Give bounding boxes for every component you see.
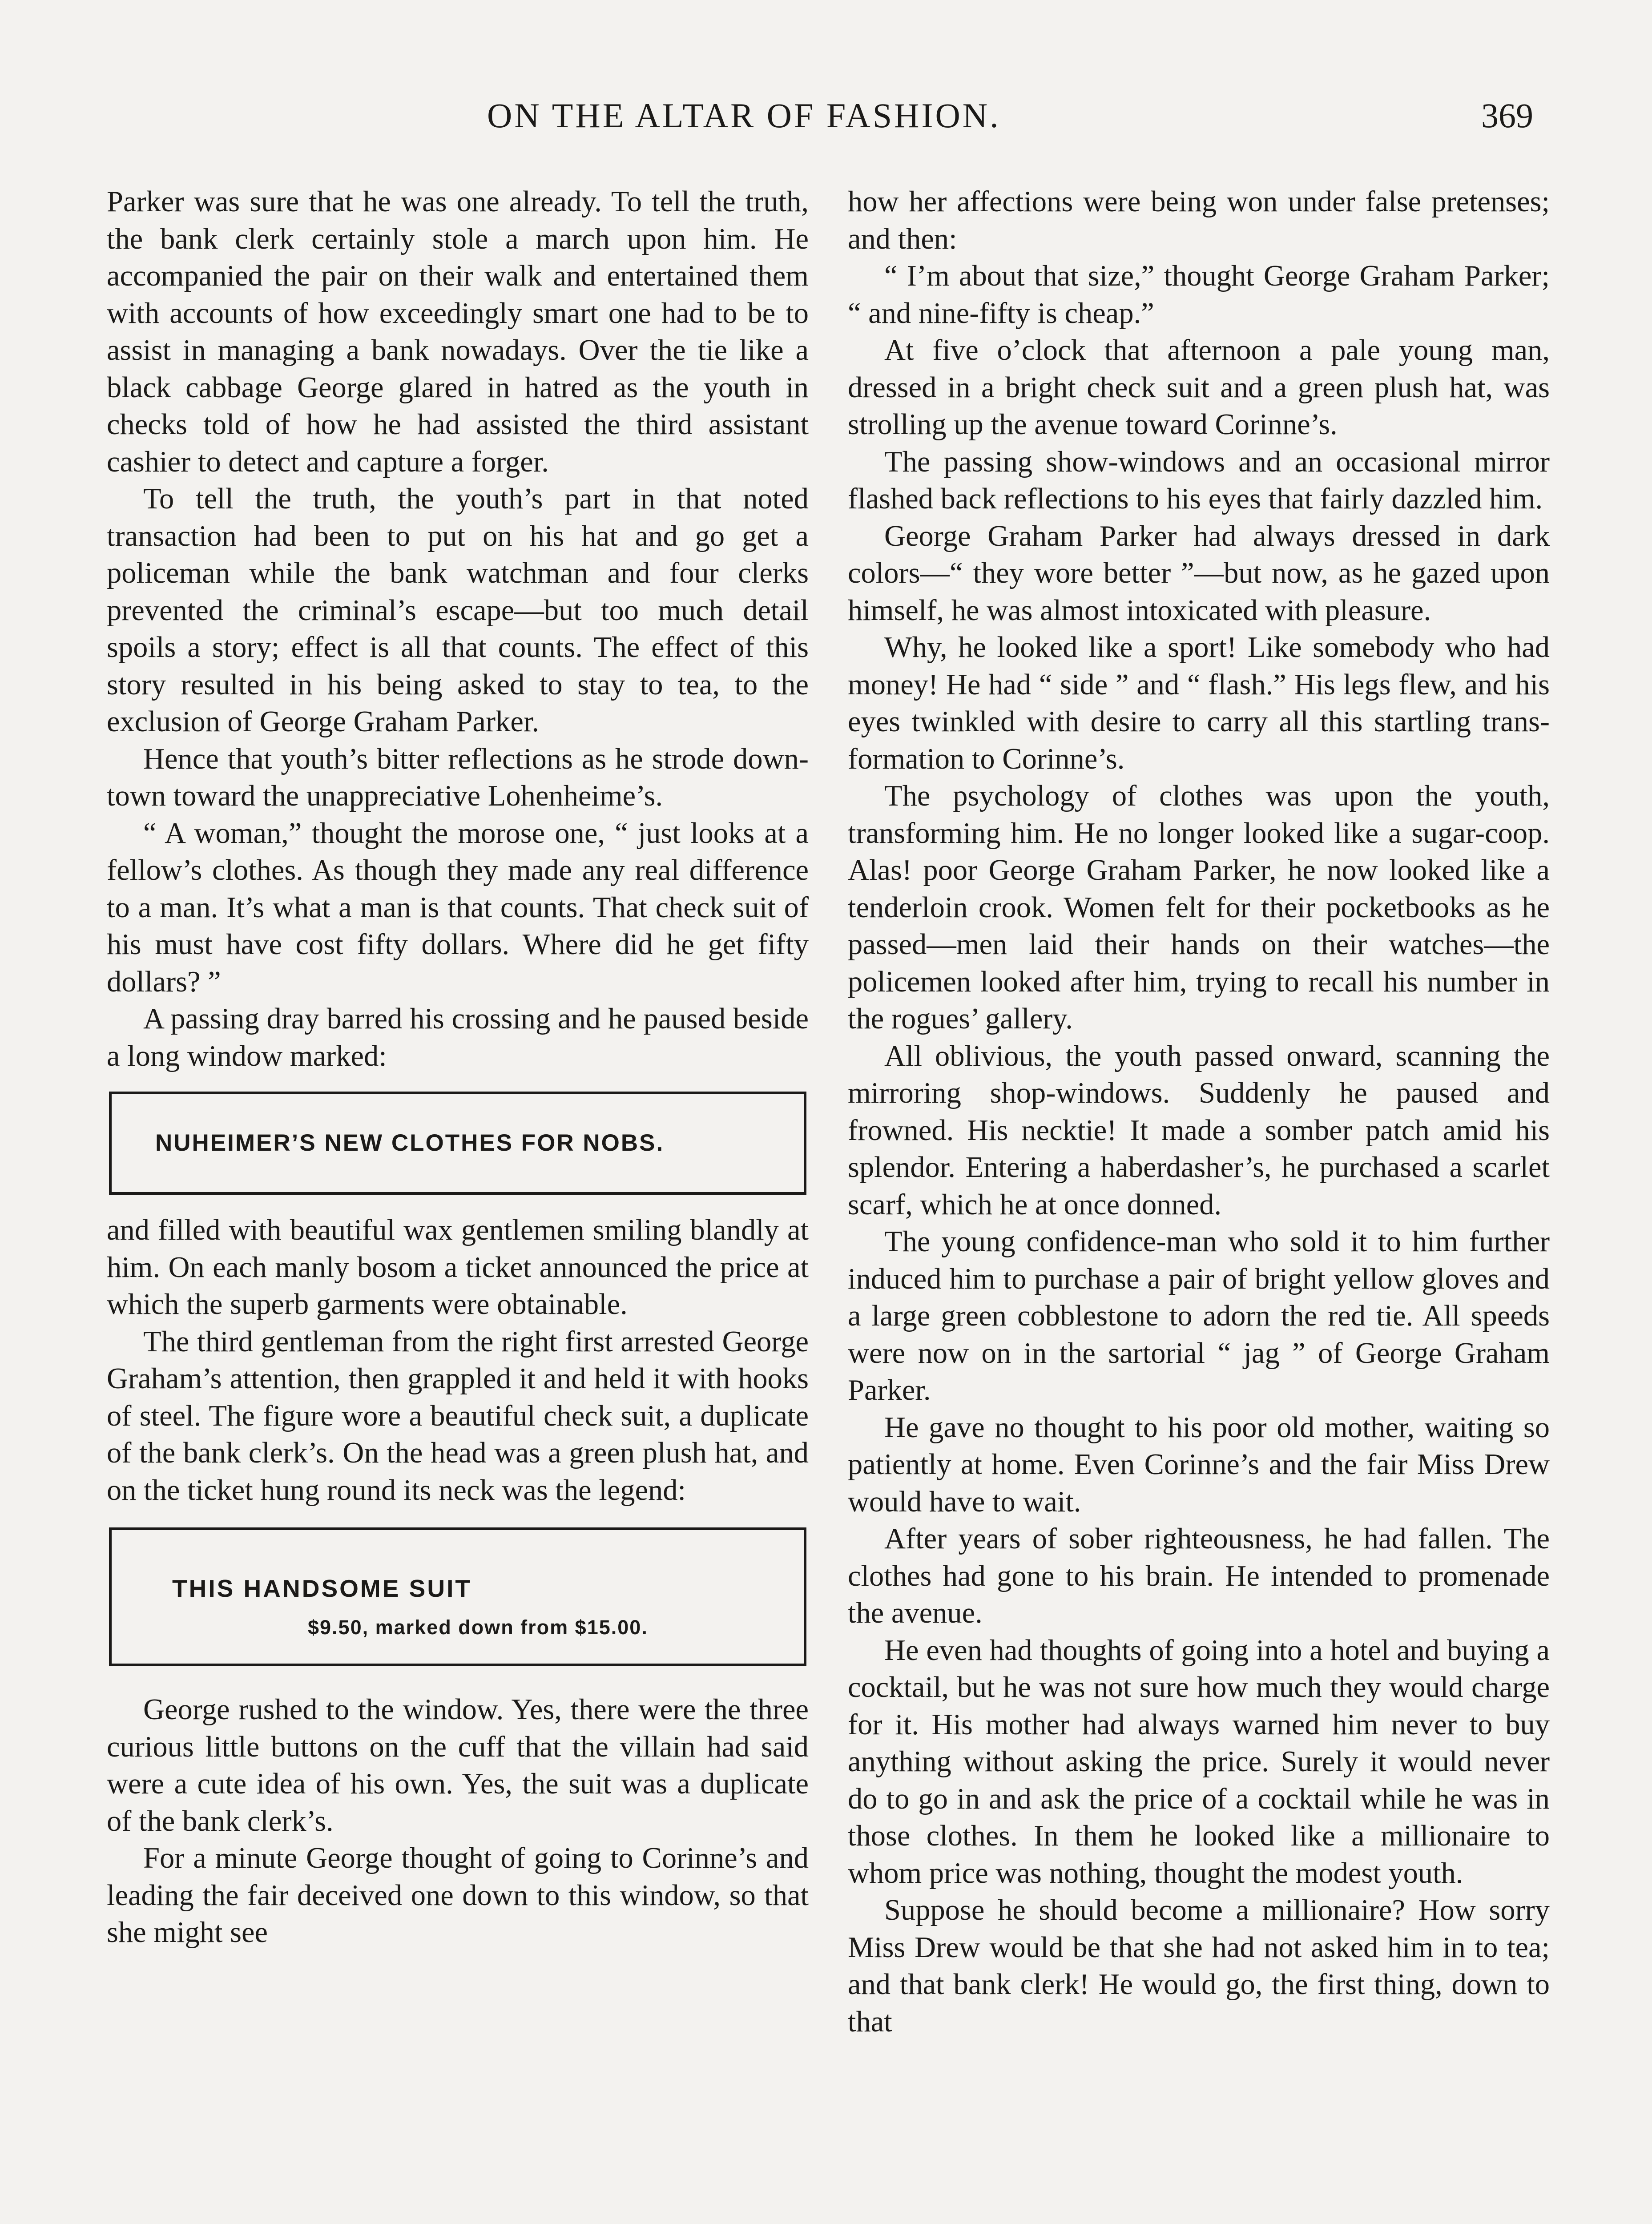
paragraph: All oblivious, the youth passed onward, scanning the mirroring shop-windows. Suddenly he paused and frowned. His necktie! It made a somber patch amid his splendor. Entering a haberdasher’s, he purchased a scarlet scarf, which he at once donned.	[848, 1039, 1550, 1221]
notice-text: NUHEIMER’S NEW CLOTHES FOR NOBS.	[155, 1130, 665, 1156]
paragraph: Parker was sure that he was one already. To tell the truth, the bank clerk certainly stole a march upon him. He accompanied the pair on their walk and entertained them with accounts of how exceedingly smart one had to be to assist in managing a bank nowadays. Over the tie like a black cabbage George glared in hatred as the youth in checks told of how he had assisted the third assistant cashier to detect and capture a forger.	[107, 185, 809, 478]
paragraph: The young confidence-man who sold it to him further induced him to purchase a pair of bright yellow gloves and a large green cobblestone to adorn the red tie. All speeds were now on in the sartorial “ jag ” of George Graham Parker.	[848, 1225, 1550, 1406]
right-column	[848, 183, 1550, 2040]
shop-window-notice	[109, 1092, 806, 1195]
running-title: ON THE ALTAR OF FASHION.	[487, 96, 1001, 135]
page-number: 369	[1481, 96, 1533, 135]
notice-headline: THIS HANDSOME SUIT	[172, 1575, 472, 1602]
page-header	[0, 96, 1652, 158]
paragraph: George Graham Parker had always dressed in dark colors—“ they wore better ”—but now, as he gazed upon himself, he was almost intoxicated with pleasure.	[848, 520, 1550, 627]
notice-price: $9.50, marked down from $15.00.	[308, 1616, 648, 1639]
paragraph: Hence that youth’s bitter reflections as he strode down-town toward the unappreciative Lohenheime’s.	[107, 742, 809, 812]
paragraph: After years of sober righteousness, he had fallen. The clothes had gone to his brain. He intended to promenade the avenue.	[848, 1523, 1550, 1629]
price-ticket-notice	[109, 1527, 806, 1666]
paragraph: A passing dray barred his crossing and he paused beside a long window marked:	[107, 1003, 809, 1072]
paragraph: He even had thoughts of going into a hotel and buying a cocktail, but he was not sure how much they would charge for it. His mother had always warned him never to buy anything without asking the price. Surely it would never do to go in and ask the price of a cocktail while he was in those clothes. In them he looked like a millionaire to whom price was nothing, thought the modest youth.	[848, 1634, 1550, 1890]
paragraph: The passing show-windows and an occasional mirror flashed back reflections to his eyes that fairly dazzled him.	[848, 445, 1550, 515]
paragraph: “ A woman,” thought the morose one, “ just looks at a fellow’s clothes. As though they made any real difference to a man. It’s what a man is that counts. That check suit of his must have cost fifty dollars. Where did he get fifty dollars? ”	[107, 817, 809, 998]
paragraph: At five o’clock that afternoon a pale young man, dressed in a bright check suit and a green plush hat, was strolling up the avenue toward Corinne’s.	[848, 334, 1550, 441]
paragraph: He gave no thought to his poor old mother, waiting so patiently at home. Even Corinne’s and the fair Miss Drew would have to wait.	[848, 1411, 1550, 1518]
paragraph: The third gentleman from the right first arrested George Graham’s attention, then grappled it and held it with hooks of steel. The figure wore a beautiful check suit, a duplicate of the bank clerk’s. On the head was a green plush hat, and on the ticket hung round its neck was the legend:	[107, 1325, 809, 1507]
paragraph: Suppose he should become a millionaire? How sorry Miss Drew would be that she had not asked him in to tea; and that bank clerk! He would go, the first thing, down to that	[848, 1894, 1550, 2038]
paragraph: “ I’m about that size,” thought George Graham Parker; “ and nine-fifty is cheap.”	[848, 260, 1550, 330]
paragraph: George rushed to the window. Yes, there were the three curious little buttons on the cuff that the villain had said were a cute idea of his own. Yes, the suit was a duplicate of the bank clerk’s.	[107, 1693, 809, 1837]
paragraph: Why, he looked like a sport! Like somebody who had money! He had “ side ” and “ flash.” His legs flew, and his eyes twinkled with desire to carry all this startling transformation to Corinne’s.	[848, 631, 1550, 775]
paragraph: and filled with beautiful wax gentlemen smiling blandly at him. On each manly bosom a ticket announced the price at which the superb garments were obtainable.	[107, 1214, 809, 1321]
left-column	[107, 183, 809, 1951]
paragraph: how her affections were being won under false pretenses; and then:	[848, 185, 1550, 255]
paragraph: To tell the truth, the youth’s part in that noted transaction had been to put on his hat and go get a policeman while the bank watchman and four clerks prevented the criminal’s escape—but too much detail spoils a story; effect is all that counts. The effect of this story resulted in his being asked to stay to tea, to the exclusion of George Graham Parker.	[107, 483, 809, 738]
paragraph: For a minute George thought of going to Corinne’s and leading the fair deceived one down to this window, so that she might see	[107, 1842, 809, 1949]
paragraph: The psychology of clothes was upon the youth, transforming him. He no longer looked like a sugar-coop. Alas! poor George Graham Parker, he now looked like a tenderloin crook. Women felt for their pocketbooks as he passed—men laid their hands on their watches—the policemen looked after him, trying to recall his number in the rogues’ gallery.	[848, 780, 1550, 1035]
